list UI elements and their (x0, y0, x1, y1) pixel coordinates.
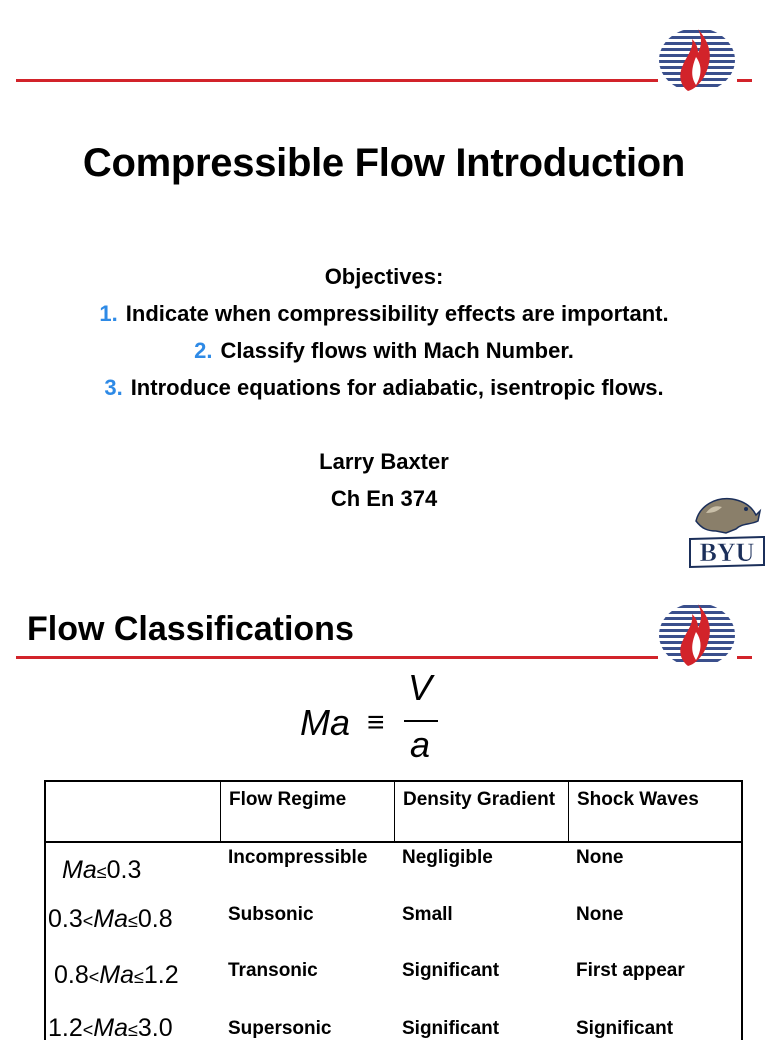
author-block (0, 443, 768, 517)
cell-flow-regime: Transonic (228, 960, 318, 981)
course-code: Ch En 374 (330, 486, 438, 511)
header-cell-empty (46, 782, 221, 842)
mach-range: Ma≤0.3 (62, 856, 142, 884)
flame-logo-icon (658, 27, 736, 93)
objective-text: Indicate when compressibility effects are important. (125, 301, 669, 326)
objective-text: Introduce equations for adiabatic, isentropic flows. (130, 375, 664, 400)
svg-text:BYU: BYU (699, 538, 755, 567)
column-divider (394, 782, 395, 842)
fraction-bar (404, 720, 438, 722)
header-cell-flow-regime: Flow Regime (229, 789, 347, 810)
slide-title: Flow Classifications (27, 610, 354, 648)
cell-shock-waves: First appear (576, 960, 685, 981)
mach-number-formula (300, 667, 450, 772)
formula-denominator: a (410, 724, 431, 765)
header-rule-tail (737, 79, 752, 82)
objectives-heading: Objectives: (324, 264, 444, 289)
objective-text: Classify flows with Mach Number. (220, 338, 574, 363)
cell-density-gradient: Negligible (402, 847, 493, 868)
slide-flow-classifications (0, 580, 768, 1042)
header-rule-tail (737, 656, 752, 659)
flame-logo-icon (658, 602, 736, 668)
cell-density-gradient: Small (402, 904, 453, 925)
column-divider (220, 782, 221, 842)
slide-title: Compressible Flow Introduction (82, 141, 686, 185)
cell-density-gradient: Significant (402, 1018, 500, 1039)
cell-shock-waves: None (576, 847, 624, 868)
flow-classification-table (44, 780, 743, 1040)
cell-shock-waves: None (576, 904, 624, 925)
mach-range: 1.2<Ma≤3.0 (48, 1014, 173, 1042)
objective-item (0, 369, 768, 406)
objectives-block (0, 258, 768, 406)
mach-range: 0.8<Ma≤1.2 (54, 961, 179, 989)
objective-item (0, 295, 768, 332)
author-name: Larry Baxter (319, 449, 449, 474)
formula-numerator: V (408, 667, 433, 708)
header-cell-density-gradient: Density Gradient (403, 789, 556, 810)
formula-lhs: Ma (300, 702, 351, 743)
cell-density-gradient: Significant (402, 960, 500, 981)
objective-number: 3. (104, 375, 123, 400)
header-rule (16, 656, 658, 659)
cell-flow-regime: Subsonic (228, 904, 314, 925)
mach-range: 0.3<Ma≤0.8 (48, 905, 173, 933)
cell-flow-regime: Supersonic (228, 1018, 332, 1039)
objective-number: 2. (194, 338, 213, 363)
header-divider (46, 841, 741, 843)
byu-cougar-logo-icon (686, 491, 768, 575)
column-divider (568, 782, 569, 842)
header-rule (16, 79, 658, 82)
header-cell-shock-waves: Shock Waves (577, 789, 699, 810)
cell-flow-regime: Incompressible (228, 847, 368, 868)
objective-item (0, 332, 768, 369)
cell-shock-waves: Significant (576, 1018, 674, 1039)
formula-equiv: ≡ (367, 706, 385, 739)
objective-number: 1. (99, 301, 118, 326)
